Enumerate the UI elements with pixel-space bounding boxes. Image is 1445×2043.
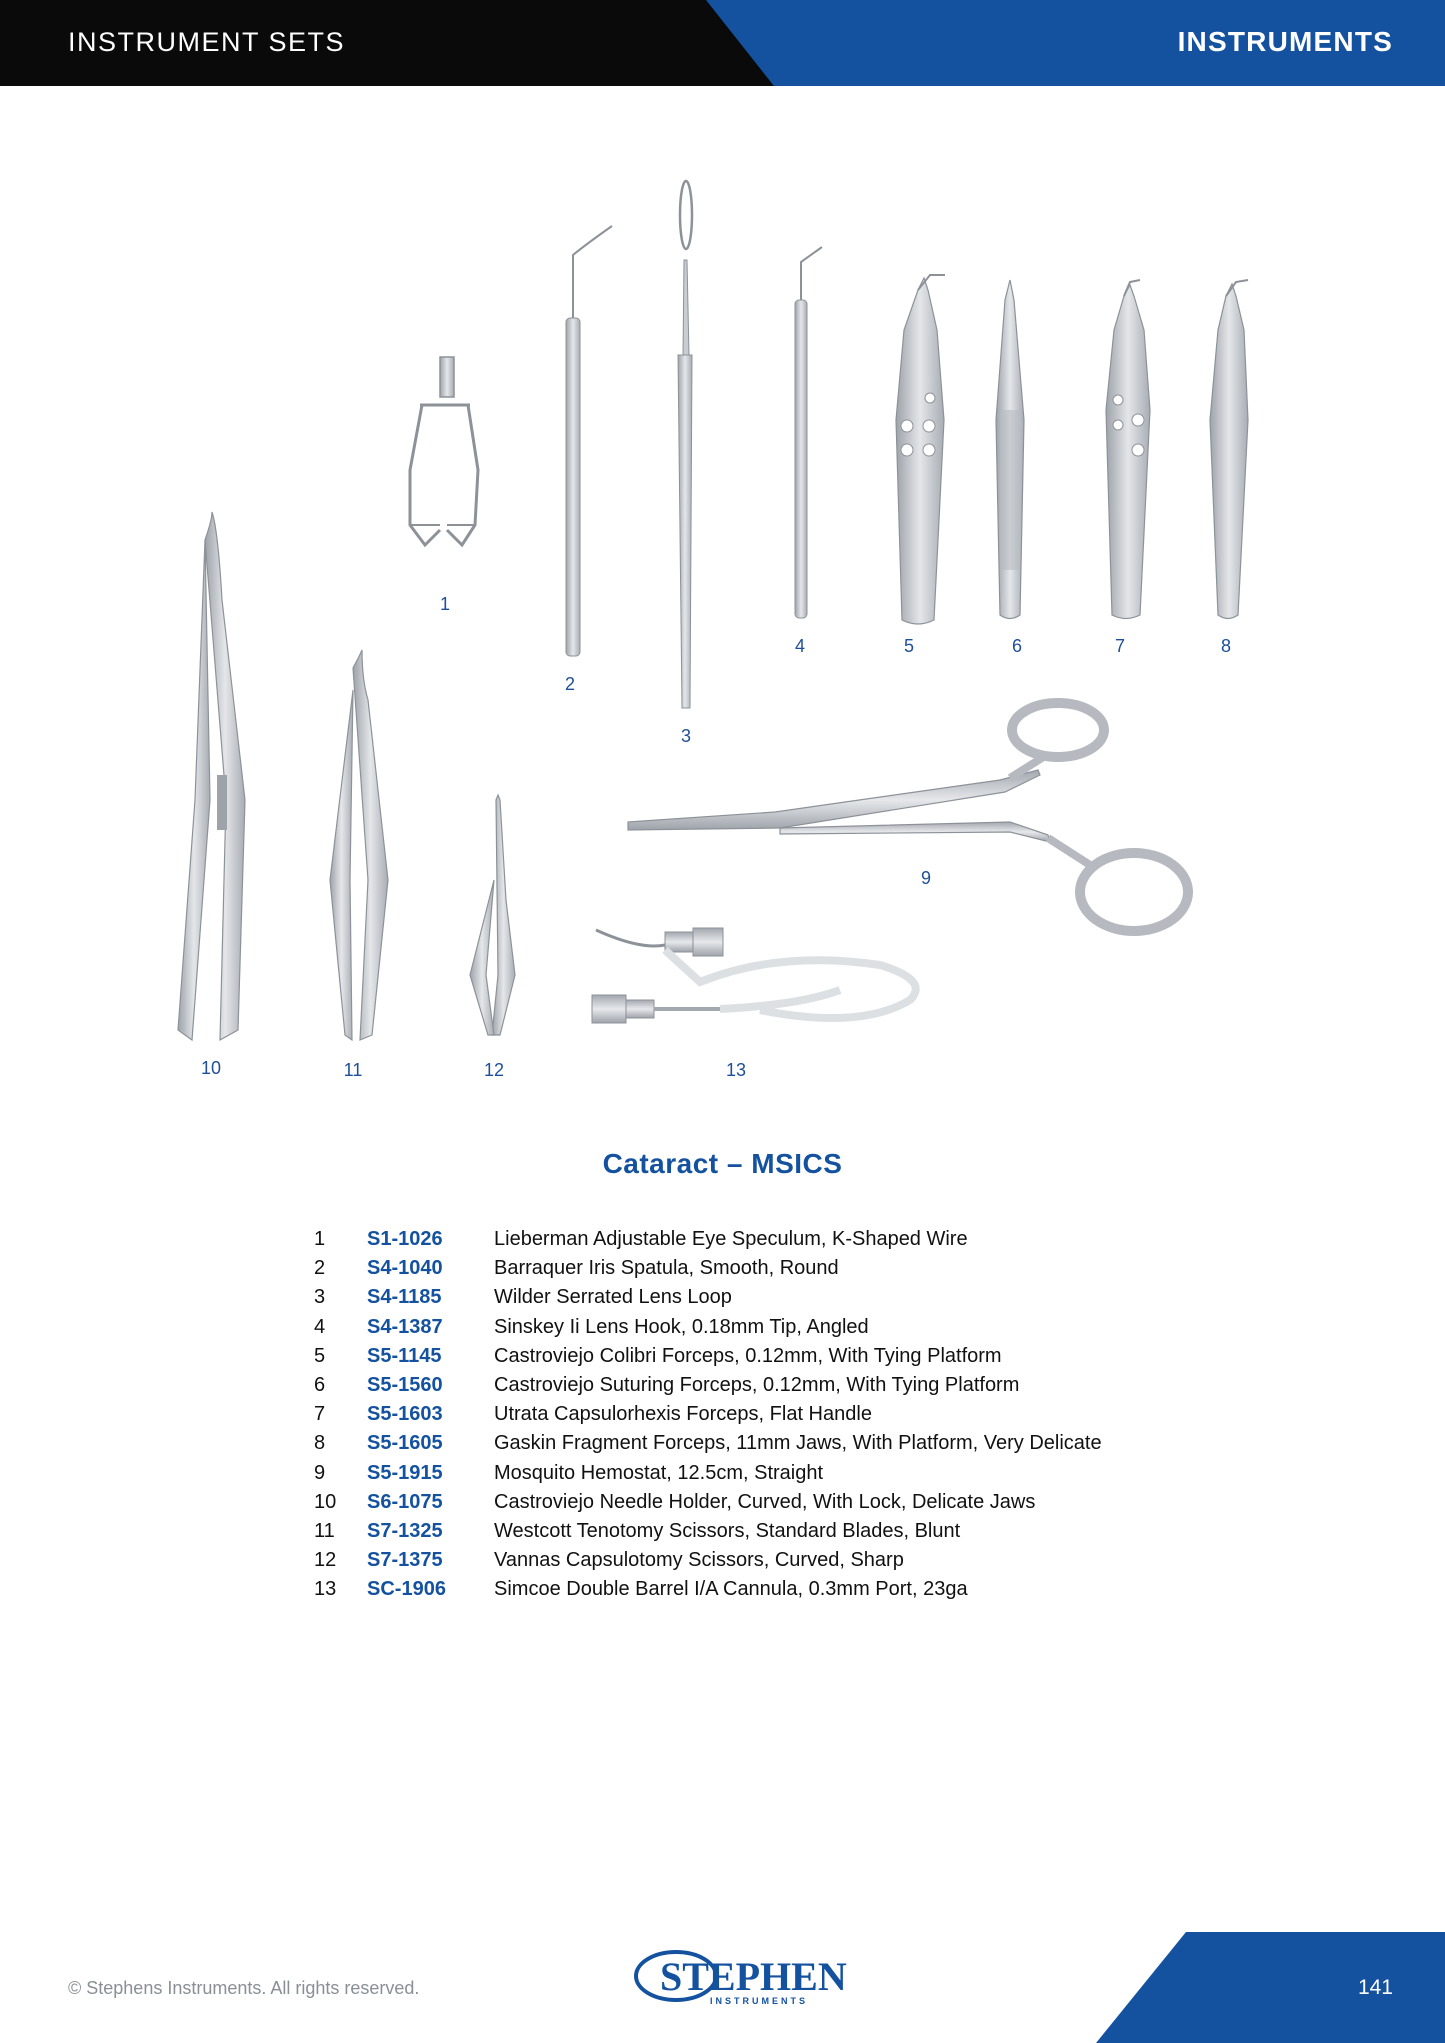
instrument-7-utrata-forceps xyxy=(1106,280,1150,619)
item-number: 1 xyxy=(314,1228,326,1250)
callout-6: 6 xyxy=(1011,636,1023,656)
copyright-text: © Stephens Instruments. All rights reserved. xyxy=(68,1978,420,1998)
set-title: Cataract – MSICS xyxy=(602,1148,843,1179)
page-header xyxy=(0,0,1445,86)
item-description: Utrata Capsulorhexis Forceps, Flat Handle xyxy=(494,1403,872,1426)
instrument-9-hemostat xyxy=(628,703,1188,931)
stephens-logo xyxy=(632,1948,848,2013)
item-number: 12 xyxy=(314,1549,337,1572)
item-code: SC-1906 xyxy=(367,1578,446,1601)
item-description: Castroviejo Colibri Forceps, 0.12mm, With Tying Platform xyxy=(494,1344,1002,1367)
item-number: 2 xyxy=(314,1257,326,1280)
item-number: 8 xyxy=(314,1432,326,1455)
callout-5: 5 xyxy=(903,636,915,656)
callout-9: 9 xyxy=(920,868,932,888)
item-description: Sinskey Ii Lens Hook, 0.18mm Tip, Angled xyxy=(494,1315,869,1338)
item-code: S4-1040 xyxy=(367,1257,443,1280)
item-code: S5-1605 xyxy=(367,1432,443,1455)
callout-2: 2 xyxy=(564,674,576,694)
item-code: S6-1075 xyxy=(367,1490,443,1513)
callout-13: 13 xyxy=(725,1060,747,1080)
item-number: 11 xyxy=(314,1519,335,1542)
item-code: S5-1915 xyxy=(367,1461,443,1484)
item-number: 5 xyxy=(314,1344,326,1367)
logo-text: STEPHEN xyxy=(660,1954,847,1999)
instrument-illustration xyxy=(0,120,1445,1100)
item-description: Simcoe Double Barrel I/A Cannula, 0.3mm Port, 23ga xyxy=(494,1578,968,1601)
instrument-3-lens-loop xyxy=(678,181,692,708)
item-description: Gaskin Fragment Forceps, 11mm Jaws, With Platform, Very Delicate xyxy=(494,1432,1102,1455)
item-code: S1-1026 xyxy=(367,1228,443,1250)
instrument-1-speculum xyxy=(410,357,478,545)
item-description: Castroviejo Suturing Forceps, 0.12mm, With Tying Platform xyxy=(494,1373,1020,1396)
item-number: 10 xyxy=(314,1490,337,1513)
instrument-12-vannas-scissors xyxy=(470,795,515,1035)
item-number: 4 xyxy=(314,1315,326,1338)
item-code: S5-1145 xyxy=(367,1344,442,1367)
item-code: S5-1603 xyxy=(367,1403,443,1426)
page-number: 141 xyxy=(1357,1976,1393,1999)
item-code: S7-1375 xyxy=(367,1549,443,1572)
callout-10: 10 xyxy=(200,1058,222,1078)
callout-11: 11 xyxy=(343,1060,363,1080)
item-code: S7-1325 xyxy=(367,1519,443,1542)
section-title: INSTRUMENT SETS xyxy=(68,27,346,57)
callout-12: 12 xyxy=(483,1060,505,1080)
item-code: S4-1185 xyxy=(367,1286,442,1309)
callout-7: 7 xyxy=(1114,636,1126,656)
instrument-6-suturing-forceps xyxy=(996,280,1024,619)
instrument-10-needle-holder xyxy=(178,512,245,1040)
item-number: 3 xyxy=(314,1286,326,1309)
item-code: S5-1560 xyxy=(367,1373,443,1396)
item-description: Castroviejo Needle Holder, Curved, With Lock, Delicate Jaws xyxy=(494,1490,1036,1513)
item-description: Mosquito Hemostat, 12.5cm, Straight xyxy=(494,1461,824,1484)
callout-3: 3 xyxy=(680,726,692,746)
logo-subtext: INSTRUMENTS xyxy=(710,1996,808,2006)
logo-mark xyxy=(632,1948,848,2008)
item-number: 13 xyxy=(314,1578,337,1601)
instrument-11-westcott-scissors xyxy=(330,650,388,1040)
item-code: S4-1387 xyxy=(367,1315,443,1338)
instrument-5-colibri-forceps xyxy=(896,275,945,624)
item-description: Westcott Tenotomy Scissors, Standard Blades, Blunt xyxy=(494,1519,961,1542)
instrument-4-lens-hook xyxy=(795,247,822,618)
callout-1: 1 xyxy=(439,594,451,614)
callout-8: 8 xyxy=(1220,636,1232,656)
instrument-2-iris-spatula xyxy=(566,226,612,656)
item-number: 7 xyxy=(314,1403,326,1426)
category-title: INSTRUMENTS xyxy=(1177,26,1393,57)
instrument-figure xyxy=(0,120,1445,1100)
instrument-13-cannula xyxy=(592,928,916,1023)
instrument-8-gaskin-forceps xyxy=(1210,280,1248,619)
item-number: 9 xyxy=(314,1461,326,1484)
item-description: Lieberman Adjustable Eye Speculum, K-Shaped Wire xyxy=(494,1228,968,1250)
item-number: 6 xyxy=(314,1373,326,1396)
item-description: Barraquer Iris Spatula, Smooth, Round xyxy=(494,1257,839,1280)
item-description: Wilder Serrated Lens Loop xyxy=(494,1286,732,1309)
callout-4: 4 xyxy=(794,636,806,656)
item-description: Vannas Capsulotomy Scissors, Curved, Sharp xyxy=(494,1549,904,1572)
